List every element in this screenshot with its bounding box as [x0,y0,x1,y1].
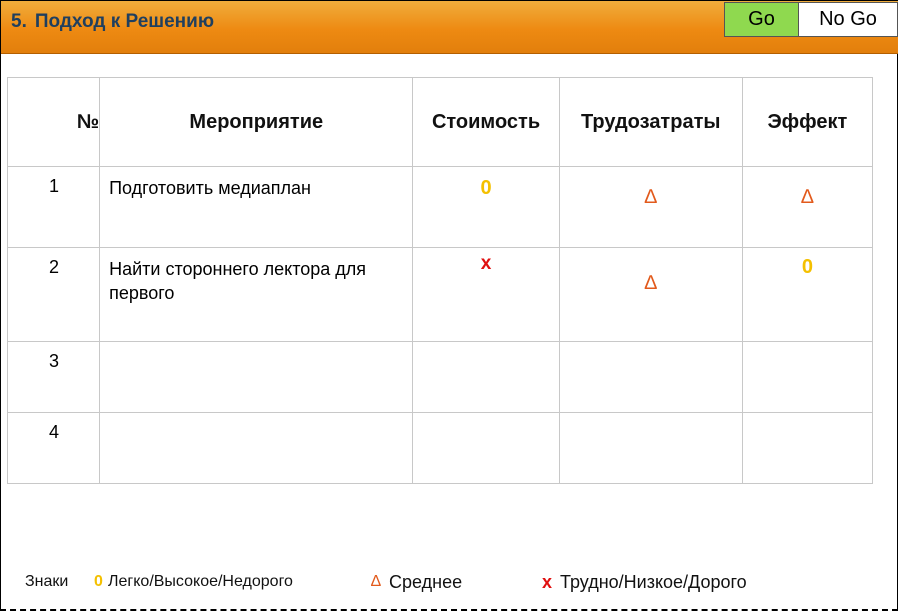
labor-cell[interactable] [559,248,742,342]
effect-cell[interactable] [742,167,872,248]
labor-cell[interactable] [559,413,742,484]
cost-cell[interactable] [413,167,559,248]
legend-hard-symbol: x [542,572,553,592]
go-button[interactable]: Go [724,2,799,37]
row-number: 4 [8,413,100,484]
row-number: 3 [8,342,100,413]
column-header-activity: Мероприятие [100,78,413,167]
row-number: 2 [8,248,100,342]
table-row [8,248,873,342]
activity-cell[interactable] [100,413,413,484]
labor-cell[interactable] [559,342,742,413]
hard-mark: x [480,253,492,274]
column-header-effect: Эффект [742,78,872,167]
section-title: Подход к Решению [34,11,215,32]
activity-cell[interactable]: Подготовить медиаплан [100,167,413,248]
activity-cell[interactable] [100,342,413,413]
effect-cell[interactable] [742,342,872,413]
legend-medium-text: Среднее [389,572,463,592]
effect-cell[interactable] [742,413,872,484]
medium-mark: ∆ [644,186,657,208]
table-header-row [8,78,873,167]
legend-hard-text: Трудно/Низкое/Дорого [560,572,747,592]
activity-cell[interactable]: Найти стороннего лектора для первого [100,248,413,342]
no-go-button[interactable]: No Go [799,2,898,37]
cost-cell[interactable] [413,413,559,484]
column-header-number: № [8,78,100,167]
easy-mark: 0 [801,256,813,278]
legend-easy-symbol: 0 [94,573,103,590]
easy-mark: 0 [480,177,492,199]
effect-cell[interactable] [742,248,872,342]
table-row [8,342,873,413]
cost-cell[interactable] [413,342,559,413]
medium-mark: ∆ [644,272,657,294]
table-row [8,413,873,484]
legend-medium-symbol: ∆ [371,573,381,590]
labor-cell[interactable] [559,167,742,248]
table-row [8,167,873,248]
decision-table [7,77,873,484]
cost-cell[interactable] [413,248,559,342]
column-header-labor: Трудозатраты [559,78,742,167]
legend-label: Знаки [25,573,69,590]
column-header-cost: Стоимость [413,78,559,167]
section-number: 5. [11,11,27,32]
page-title [11,11,214,33]
medium-mark: ∆ [801,186,814,208]
legend-easy-text: Легко/Высокое/Недорого [108,573,293,590]
row-number: 1 [8,167,100,248]
